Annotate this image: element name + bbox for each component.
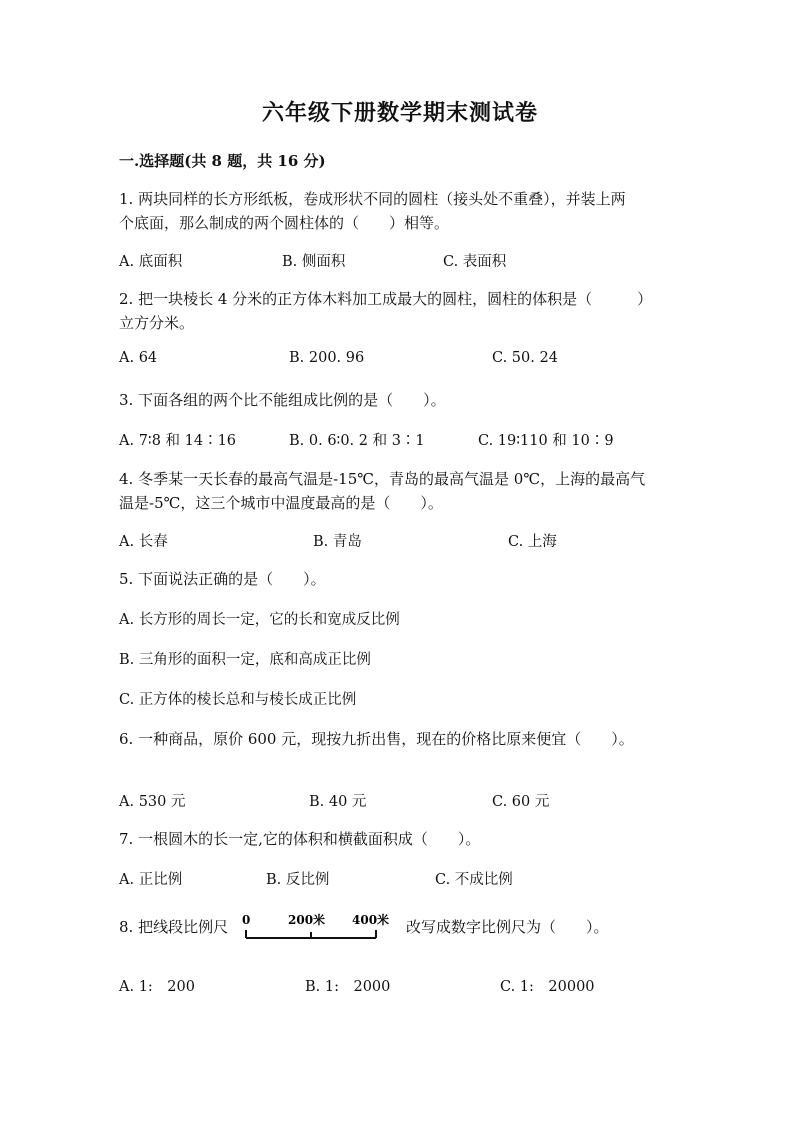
question-1-option-c: C. 表面积 [443,254,507,270]
question-5-option-c: C. 正方体的棱长总和与棱长成正比例 [119,692,357,708]
question-7-option-c: C. 不成比例 [435,872,513,888]
question-1-line-1: 1. 两块同样的长方形纸板，卷成形状不同的圆柱（接头处不重叠），并装上两 [119,190,626,208]
scale-label-0: 0 [242,913,251,927]
question-8-option-b: B. 1: 2000 [305,979,391,995]
line-segment-scale [240,910,400,946]
question-6-option-a: A. 530 元 [119,794,186,810]
question-2-line-2: 立方分米。 [119,314,195,332]
question-3-option-b: B. 0. 6∶0. 2 和 3∶1 [289,433,425,449]
question-8-option-a: A. 1: 200 [119,979,195,995]
question-4-option-a: A. 长春 [119,534,168,550]
question-5-option-b: B. 三角形的面积一定，底和高成正比例 [119,652,371,668]
question-4-option-c: C. 上海 [508,534,557,550]
question-3-option-c: C. 19∶110 和 10∶9 [478,433,614,449]
question-2-option-b: B. 200. 96 [289,350,365,366]
question-5-line-1: 5. 下面说法正确的是（ ）。 [119,570,326,588]
question-6-line-1: 6. 一种商品，原价 600 元，现按九折出售，现在的价格比原来便宜（ ）。 [119,730,634,748]
section-title: 一.选择题(共 8 题，共 16 分) [119,152,326,170]
question-7-line-1: 7. 一根圆木的长一定,它的体积和横截面积成（ ）。 [119,830,481,848]
question-3-line-1: 3. 下面各组的两个比不能组成比例的是（ ）。 [119,391,446,409]
question-4-line-2: 温是-5℃，这三个城市中温度最高的是（ ）。 [119,494,443,512]
scale-label-400: 400米 [352,913,390,927]
question-1-line-2: 个底面，那么制成的两个圆柱体的（ ）相等。 [119,214,450,232]
page-title: 六年级下册数学期末测试卷 [261,100,538,126]
question-5-option-a: A. 长方形的周长一定，它的长和宽成反比例 [119,612,400,628]
question-1-option-b: B. 侧面积 [282,254,346,270]
question-6-option-c: C. 60 元 [492,794,550,810]
question-3-option-a: A. 7∶8 和 14∶16 [119,433,237,449]
question-8-line-2: 改写成数字比例尺为（ ）。 [406,918,609,936]
question-4-option-b: B. 青岛 [313,534,362,550]
scale-label-200: 200米 [288,913,326,927]
question-1-option-a: A. 底面积 [119,254,183,270]
question-8-option-c: C. 1: 20000 [500,979,595,995]
question-8-line-1: 8. 把线段比例尺 [119,918,229,936]
question-7-option-a: A. 正比例 [119,872,183,888]
question-4-line-1: 4. 冬季某一天长春的最高气温是-15℃，青岛的最高气温是 0℃，上海的最高气 [119,470,646,488]
question-2-option-c: C. 50. 24 [492,350,558,366]
question-7-option-b: B. 反比例 [266,872,330,888]
question-2-line-1: 2. 把一块棱长 4 分米的正方体木料加工成最大的圆柱，圆柱的体积是（ ） [119,290,653,308]
question-2-option-a: A. 64 [119,350,158,366]
question-6-option-b: B. 40 元 [309,794,367,810]
